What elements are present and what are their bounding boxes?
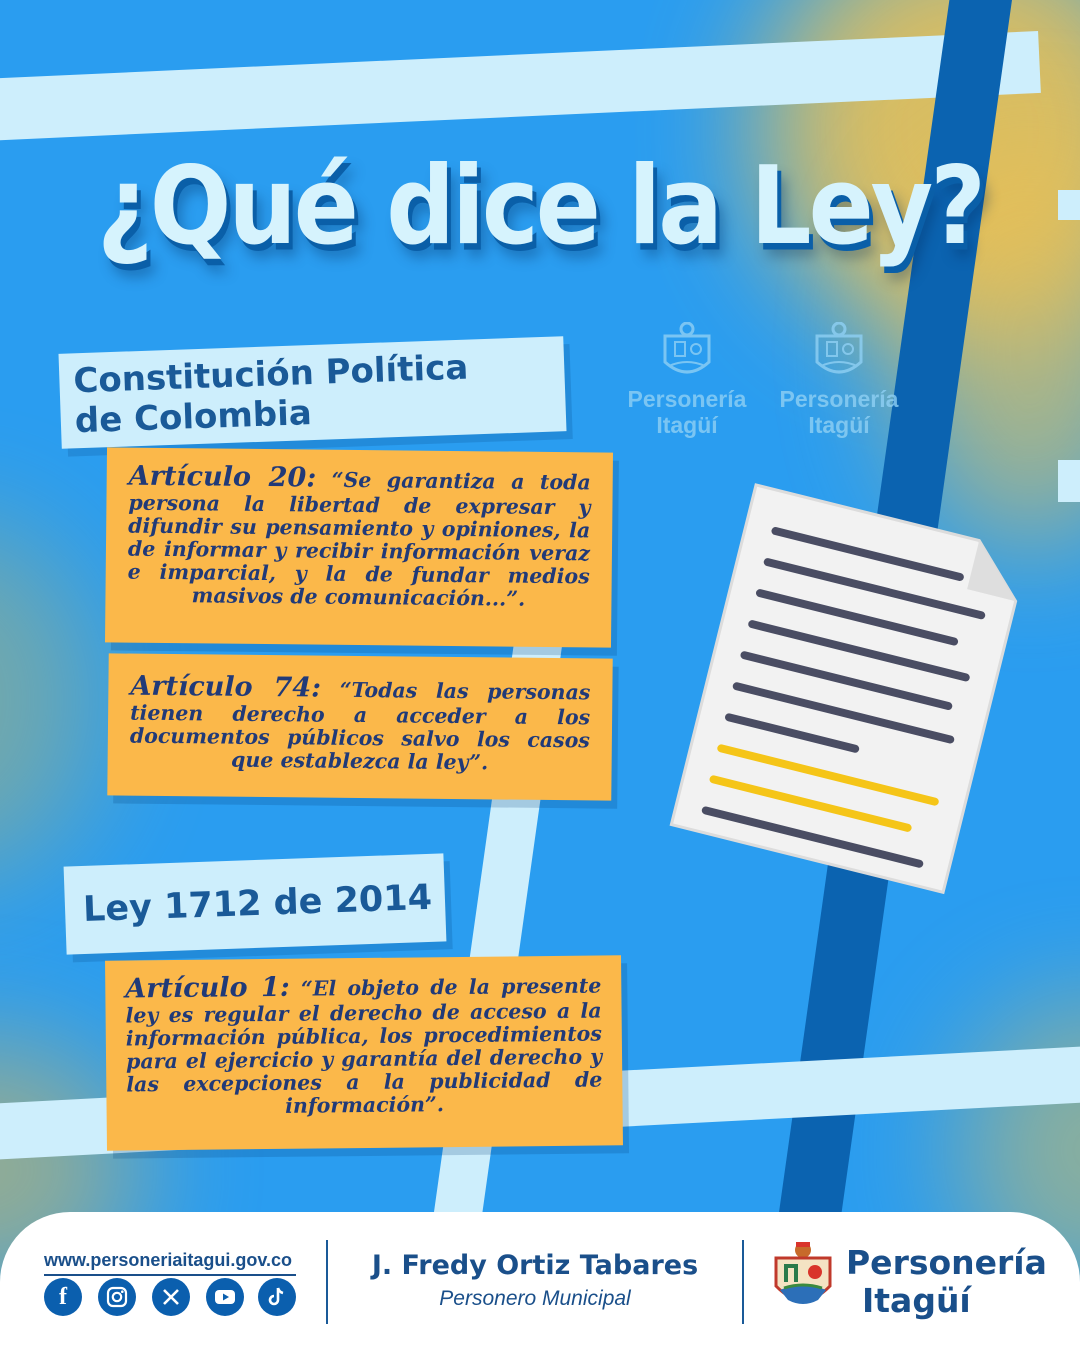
section-label-constitution	[58, 336, 566, 449]
personeria-crest-icon	[770, 1240, 836, 1316]
watermark-line2: Itagüí	[808, 412, 870, 438]
document-icon	[640, 470, 1030, 900]
x-icon[interactable]	[152, 1278, 190, 1316]
watermark-line1: Personería	[627, 386, 747, 412]
article-heading: Artículo 74:	[130, 670, 322, 704]
youtube-icon[interactable]	[206, 1278, 244, 1316]
constitution-label-line1: Constitución Política	[72, 347, 469, 402]
watermark-line2: Itagüí	[656, 412, 718, 438]
page-title: ¿Qué dice la Ley?	[97, 143, 983, 269]
website-link[interactable]: www.personeriaitagui.gov.co	[44, 1250, 296, 1276]
official-name: J. Fredy Ortiz Tabares	[371, 1250, 699, 1281]
instagram-icon[interactable]	[98, 1278, 136, 1316]
tiktok-icon[interactable]	[258, 1278, 296, 1316]
watermark-line1: Personería	[779, 386, 899, 412]
bg-glow-left	[0, 520, 100, 880]
official-role: Personero Municipal	[439, 1287, 631, 1310]
watermark-2	[764, 322, 914, 438]
crest-outline-icon	[659, 322, 715, 384]
article-card-1	[105, 955, 623, 1150]
article-heading: Artículo 20:	[128, 460, 317, 494]
footer-divider-2	[742, 1240, 744, 1324]
constitution-label-line2: de Colombia	[74, 393, 313, 442]
article-card-20	[105, 447, 613, 647]
right-tick-2	[1058, 460, 1080, 502]
article-text: “Se garantiza a toda persona la libertad de expresar y difundir su pensamiento y opiniones, la de informar y recibir información veraz e imparcial, y la de fundar medios masivos de comunicación...”.	[127, 467, 591, 611]
article-heading: Artículo 1:	[125, 971, 290, 1005]
law-label: Ley 1712 de 2014	[82, 877, 433, 930]
footer-divider-1	[326, 1240, 328, 1324]
crest-outline-icon	[811, 322, 867, 384]
article-text: “Todas las personas tienen derecho a acceder a los documentos públicos salvo los casos que establezca la ley”.	[129, 677, 591, 775]
brand-line2: Itagüí	[862, 1281, 971, 1320]
article-card-74	[107, 653, 612, 800]
section-label-law	[64, 853, 447, 954]
facebook-icon[interactable]: f	[44, 1278, 82, 1316]
watermark-1	[612, 322, 762, 438]
article-text: “El objeto de la presente ley es regular el derecho de acceso a la información pública, los procedimientos para el ejercicio y garantía del derecho y las excepciones a la publicidad de información”.	[125, 973, 603, 1118]
brand-line1: Personería	[846, 1243, 1047, 1282]
